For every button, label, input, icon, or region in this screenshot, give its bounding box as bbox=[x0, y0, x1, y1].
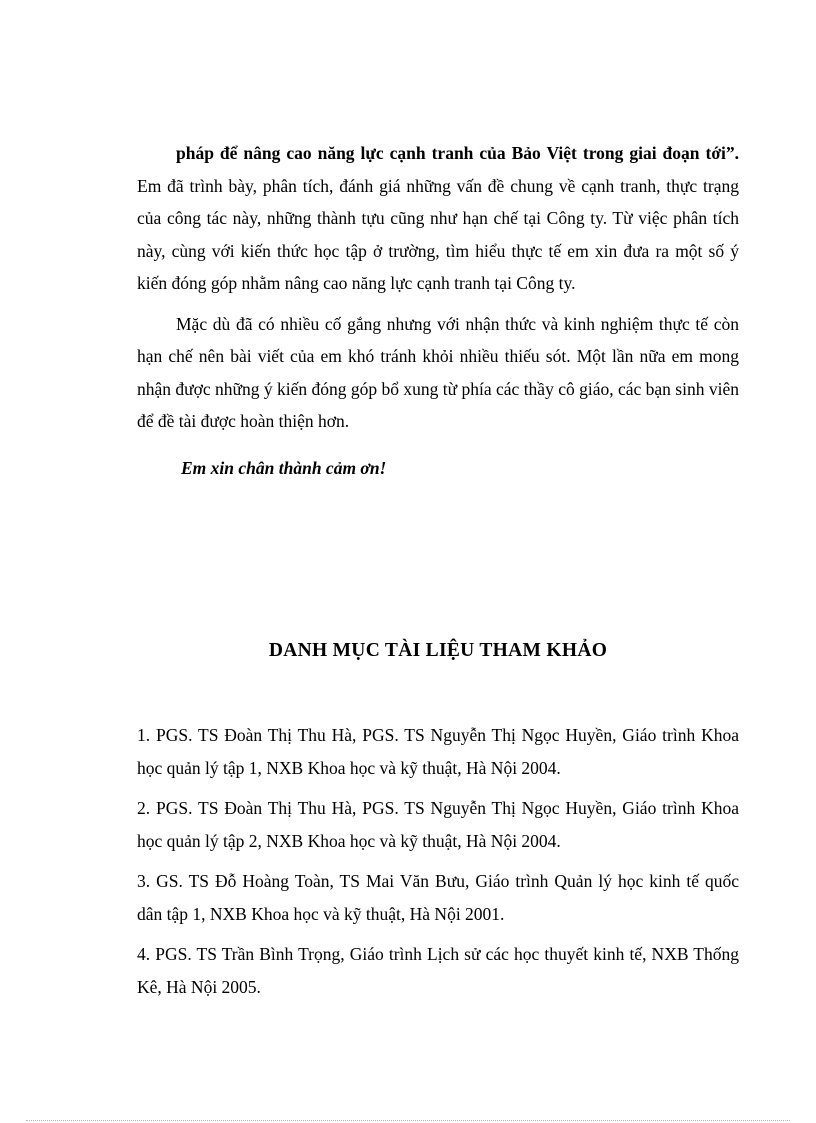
references-list bbox=[137, 719, 739, 1011]
conclusion-section bbox=[137, 137, 739, 484]
conclusion-paragraph-1-text: Em đã trình bày, phân tích, đánh giá những vấn đề chung về cạnh tranh, thực trạng của công tác này, những thành tựu cũng như hạn chế tại Công ty. Từ việc phân tích này, cùng với kiến thức học tập ở trường, tìm hiểu thực tế em xin đưa ra một số ý kiến đóng góp nhằm nâng cao năng lực cạnh tranh tại Công ty. bbox=[137, 175, 739, 293]
reference-item: 3. GS. TS Đỗ Hoàng Toàn, TS Mai Văn Bưu, Giáo trình Quản lý học kinh tế quốc dân tập 1, NXB Khoa học và kỹ thuật, Hà Nội 2001. bbox=[137, 871, 739, 924]
reference-item: 4. PGS. TS Trần Bình Trọng, Giáo trình Lịch sử các học thuyết kinh tế, NXB Thống Kê, Hà Nội 2005. bbox=[137, 944, 739, 997]
conclusion-paragraph-2: Mặc dù đã có nhiều cố gắng nhưng với nhận thức và kinh nghiệm thực tế còn hạn chế nên bài viết của em khó tránh khỏi nhiều thiếu sót. Một lần nữa em mong nhận được những ý kiến đóng góp bổ xung từ phía các thầy cô giáo, các bạn sinh viên để đề tài được hoàn thiện hơn. bbox=[137, 313, 739, 431]
thanks-line: Em xin chân thành cảm ơn! bbox=[181, 457, 387, 478]
references-title: DANH MỤC TÀI LIỆU THAM KHẢO bbox=[268, 640, 608, 661]
reference-item: 1. PGS. TS Đoàn Thị Thu Hà, PGS. TS Nguyễn Thị Ngọc Huyền, Giáo trình Khoa học quản lý tập 1, NXB Khoa học và kỹ thuật, Hà Nội 2004. bbox=[137, 725, 739, 778]
page-bottom-divider bbox=[26, 1120, 790, 1121]
conclusion-paragraph-1 bbox=[137, 137, 739, 300]
topic-title-fragment: pháp để nâng cao năng lực cạnh tranh của Bảo Việt trong giai đoạn tới”. bbox=[176, 143, 739, 163]
reference-item: 2. PGS. TS Đoàn Thị Thu Hà, PGS. TS Nguyễn Thị Ngọc Huyền, Giáo trình Khoa học quản lý tập 2, NXB Khoa học và kỹ thuật, Hà Nội 2004. bbox=[137, 798, 739, 851]
